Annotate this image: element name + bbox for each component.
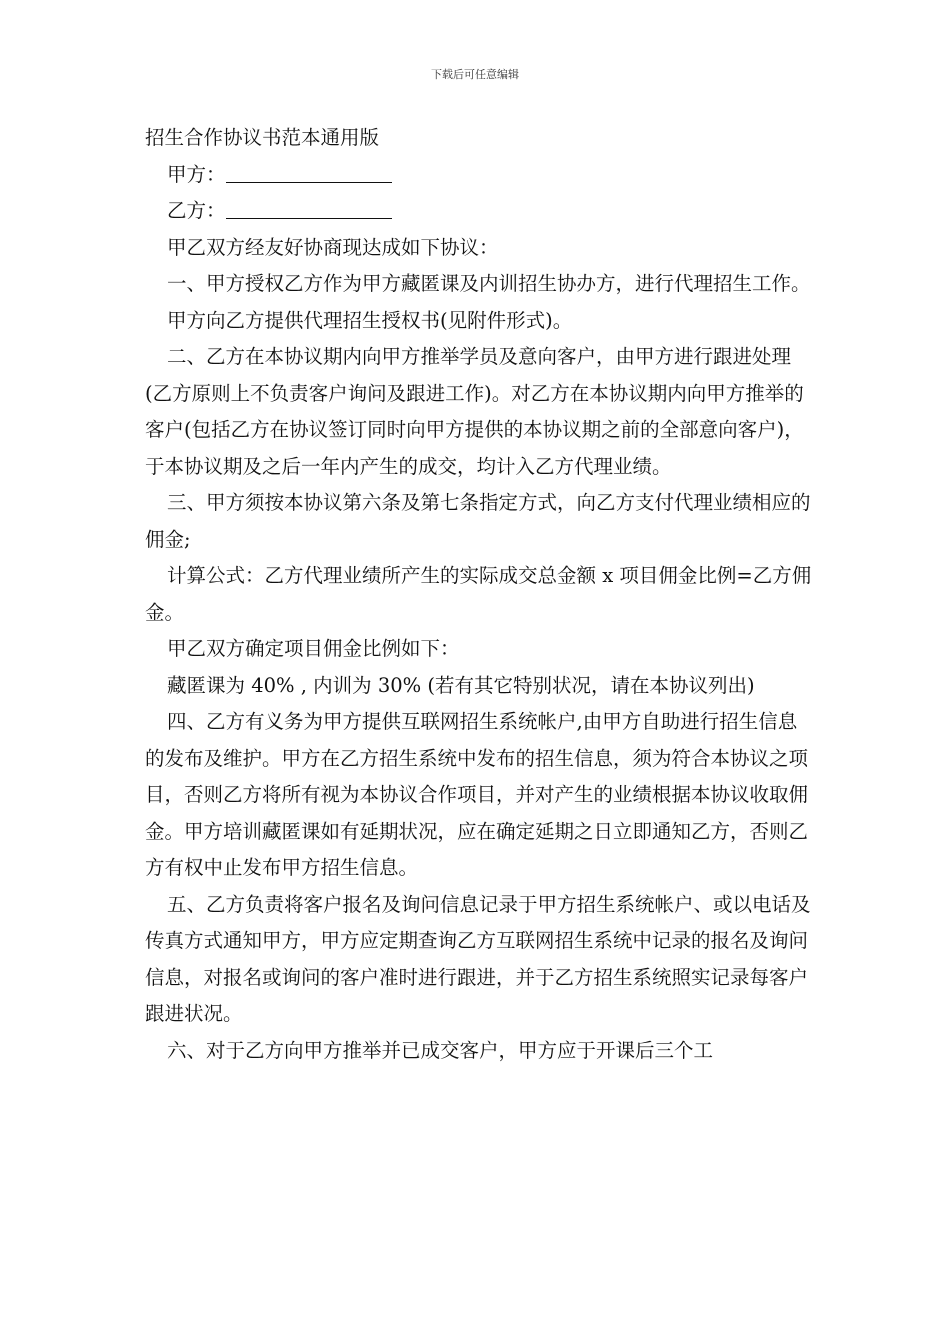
paragraph: 甲方向乙方提供代理招生授权书(见附件形式)。 (167, 308, 573, 332)
party-a-blank (226, 158, 392, 183)
paragraph: 二、乙方在本协议期内向甲方推举学员及意向客户，由甲方进行跟进处理(乙方原则上不负责客户询问及跟进工作)。对乙方在本协议期内向甲方推举的客户(包括乙方在协议签订同时向甲方提供的本协议期之前的全部意向客户)，于本协议期及之后一年内产生的成交，均计入乙方代理业绩。 (145, 345, 804, 478)
paragraph: 一、甲方授权乙方作为甲方藏匿课及内训招生协办方，进行代理招生工作。 (167, 272, 811, 295)
document-body (145, 120, 813, 1069)
paragraph: 藏匿课为 40% , 内训为 30% (若有其它特别状况，请在本协议列出) (167, 673, 755, 697)
paragraph: 三、甲方须按本协议第六条及第七条指定方式，向乙方支付代理业绩相应的佣金; (145, 491, 811, 551)
paragraph: 四、乙方有义务为甲方提供互联网招生系统帐户,由甲方自助进行招生信息的发布及维护。甲方在乙方招生系统中发布的招生信息，须为符合本协议之项目，否则乙方将所有视为本协议合作项目，并对产生的业绩根据本协议收取佣金。甲方培训藏匿课如有延期状况，应在确定延期之日立即通知乙方，否则乙方有权中止发布甲方招生信息。 (145, 710, 809, 879)
party-b-label: 乙方： (167, 199, 226, 222)
party-a-line (145, 157, 813, 194)
paragraph: 六、对于乙方向甲方推举并已成交客户，甲方应于开课后三个工 (167, 1038, 714, 1062)
party-b-line (145, 193, 813, 230)
paragraph: 五、乙方负责将客户报名及询问信息记录于甲方招生系统帐户、或以电话及传真方式通知甲方，甲方应定期查询乙方互联网招生系统中记录的报名及询问信息，对报名或询问的客户准时进行跟进，并于乙方招生系统照实记录每客户跟进状况。 (145, 892, 811, 1025)
paragraph: 计算公式：乙方代理业绩所产生的实际成交总金额 x 项目佣金比例=乙方佣金。 (145, 564, 812, 624)
document-title: 招生合作协议书范本通用版 (145, 126, 380, 149)
party-a-label: 甲方： (167, 162, 226, 186)
party-b-blank (226, 194, 392, 219)
header-note: 下载后可任意编辑 (431, 68, 519, 81)
paragraph: 甲乙双方经友好协商现达成如下协议： (167, 235, 499, 259)
paragraph: 甲乙双方确定项目佣金比例如下： (167, 637, 460, 660)
